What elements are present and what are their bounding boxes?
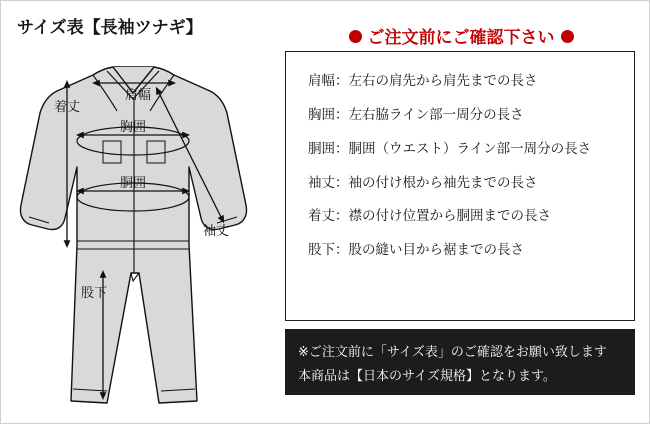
definition-description: 襟の付け位置から胴囲までの長さ <box>348 208 551 225</box>
footer-notice-line-1: ※ご注文前に「サイズ表」のご確認をお願い致します <box>298 345 607 360</box>
definition-row <box>308 176 624 191</box>
diagram-panel <box>1 1 283 425</box>
definition-description: 左右の肩先から肩先までの長さ <box>348 73 538 89</box>
definition-description: 胴囲（ウエスト）ライン部一周分の長さ <box>348 140 592 157</box>
page-title: サイズ表【長袖ツナギ】 <box>17 18 203 38</box>
definition-term: 肩幅 <box>308 73 335 89</box>
definition-term: 胸囲 <box>308 106 335 123</box>
label-waist: 胴囲 <box>119 176 147 191</box>
label-length: 着丈 <box>53 100 81 115</box>
definition-separator: ： <box>335 140 349 157</box>
notice-panel <box>285 15 637 411</box>
bullet-dot-left-icon <box>349 30 362 43</box>
definition-description: 股の縫い目から裾までの長さ <box>348 242 524 259</box>
label-shoulder: 肩幅 <box>125 88 152 103</box>
bullet-dot-right-icon <box>561 30 574 43</box>
definition-separator: ： <box>335 174 349 191</box>
definition-description: 袖の付け根から袖先までの長さ <box>348 174 538 191</box>
definition-term: 胴囲 <box>308 140 335 157</box>
notice-heading <box>285 23 637 48</box>
definition-term: 着丈 <box>308 208 335 225</box>
footer-notice-box <box>285 329 635 395</box>
definition-separator: ： <box>335 242 349 259</box>
definitions-box <box>285 51 635 321</box>
definition-row <box>308 209 624 224</box>
definition-row <box>308 108 624 123</box>
definition-row <box>308 142 624 157</box>
label-chest: 胸囲 <box>119 120 147 135</box>
definition-term: 袖丈 <box>308 174 335 191</box>
footer-notice-line-2: 本商品は【日本のサイズ規格】となります。 <box>298 369 556 384</box>
label-inseam: 股下 <box>81 286 108 301</box>
definition-term: 股下 <box>308 242 335 259</box>
definition-row <box>308 74 624 89</box>
definition-separator: ： <box>335 208 349 225</box>
label-sleeve: 袖丈 <box>203 224 230 239</box>
coverall-diagram <box>7 45 279 417</box>
definition-separator: ： <box>335 73 349 89</box>
definition-separator: ： <box>335 106 349 123</box>
definition-description: 左右脇ライン部一周分の長さ <box>348 106 524 123</box>
definition-row <box>308 243 624 258</box>
notice-heading-text: ご注文前にご確認下さい <box>367 28 555 48</box>
definitions-list <box>308 74 624 258</box>
